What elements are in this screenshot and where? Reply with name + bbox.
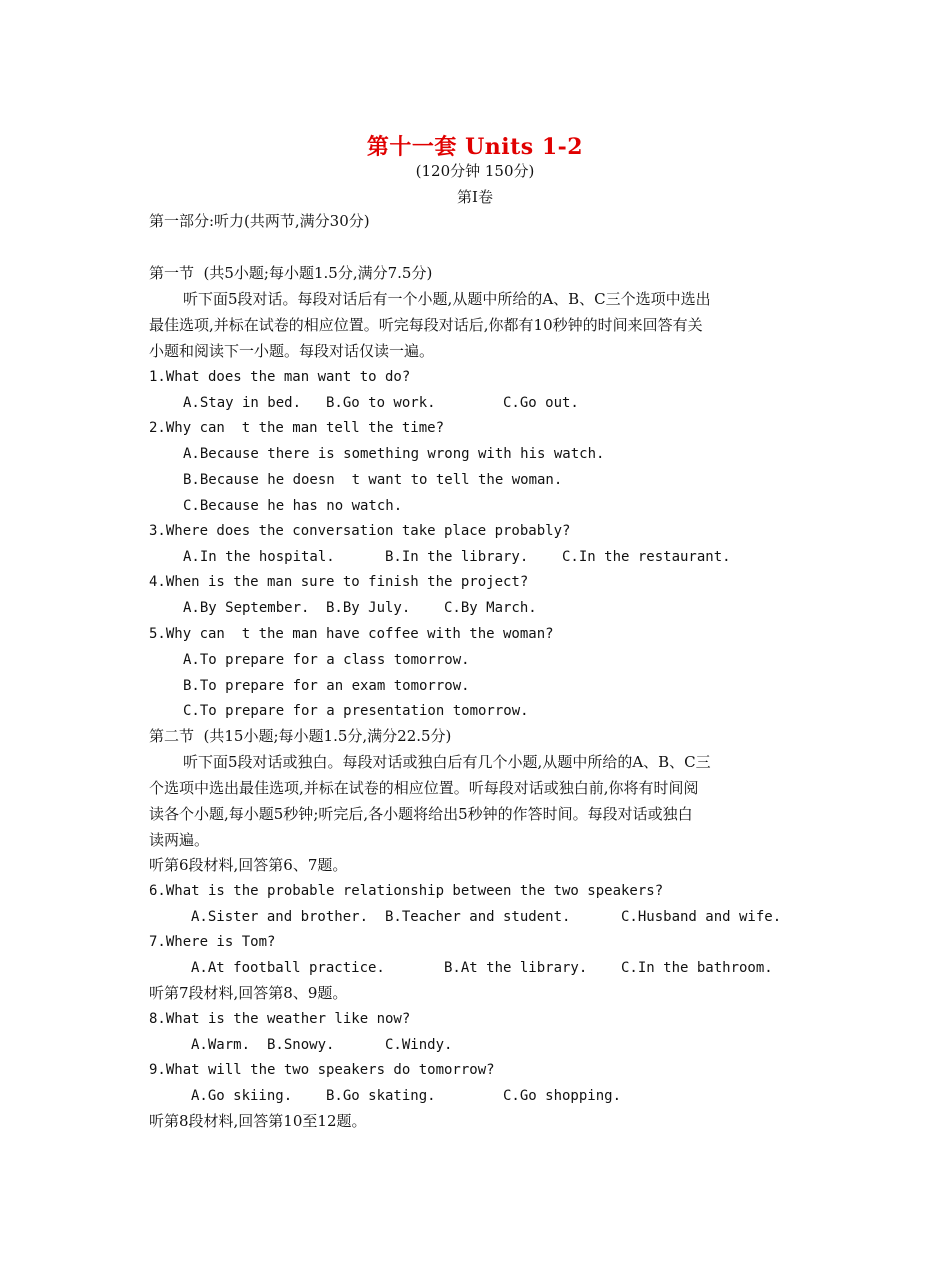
question-8-option-b: B.Snowy. (267, 1037, 335, 1053)
section1-instruction-3: 小题和阅读下一小题。每段对话仅读一遍。 (149, 342, 435, 360)
question-5: 5.Why can t the man have coffee with the woman? (149, 626, 554, 642)
volume-label: 第Ⅰ卷 (457, 188, 493, 206)
question-9-option-c: C.Go shopping. (503, 1088, 622, 1104)
time-score-line: (120分钟 150分) (415, 162, 535, 180)
question-4-option-c: C.By March. (444, 600, 537, 616)
question-6: 6.What is the probable relationship between the two speakers? (149, 883, 664, 899)
section1-instruction-2: 最佳选项,并标在试卷的相应位置。听完每段对话后,你都有10秒钟的时间来回答有关 (149, 316, 703, 334)
section2-instruction-1: 听下面5段对话或独白。每段对话或独白后有几个小题,从题中所给的A、B、C三 (183, 753, 711, 771)
question-2-option-b: B.Because he doesn t want to tell the woman. (183, 472, 563, 488)
question-1: 1.What does the man want to do? (149, 369, 411, 385)
question-1-option-a: A.Stay in bed. (183, 395, 302, 411)
material-8-instruction: 听第8段材料,回答第10至12题。 (149, 1112, 367, 1130)
question-4: 4.When is the man sure to finish the project? (149, 574, 529, 590)
section2-heading: 第二节 (共15小题;每小题1.5分,满分22.5分) (149, 727, 452, 745)
question-6-option-b: B.Teacher and student. (385, 909, 571, 925)
question-6-option-c: C.Husband and wife. (621, 909, 782, 925)
material-6-instruction: 听第6段材料,回答第6、7题。 (149, 856, 348, 874)
question-7-option-c: C.In the bathroom. (621, 960, 773, 976)
section1-heading: 第一节 (共5小题;每小题1.5分,满分7.5分) (149, 264, 433, 282)
question-3: 3.Where does the conversation take place probably? (149, 523, 571, 539)
question-4-option-b: B.By July. (326, 600, 411, 616)
question-1-option-c: C.Go out. (503, 395, 579, 411)
question-5-option-c: C.To prepare for a presentation tomorrow. (183, 703, 529, 719)
question-4-option-a: A.By September. (183, 600, 310, 616)
question-7: 7.Where is Tom? (149, 934, 276, 950)
question-9: 9.What will the two speakers do tomorrow? (149, 1062, 495, 1078)
section2-instruction-3: 读各个小题,每小题5秒钟;听完后,各小题将给出5秒钟的作答时间。每段对话或独白 (149, 805, 693, 823)
question-8-option-c: C.Windy. (385, 1037, 453, 1053)
question-8: 8.What is the weather like now? (149, 1011, 411, 1027)
section1-instruction-1: 听下面5段对话。每段对话后有一个小题,从题中所给的A、B、C三个选项中选出 (183, 290, 711, 308)
question-1-option-b: B.Go to work. (326, 395, 436, 411)
section2-instruction-4: 读两遍。 (149, 831, 210, 849)
question-8-option-a: A.Warm. (191, 1037, 251, 1053)
section2-instruction-2: 个选项中选出最佳选项,并标在试卷的相应位置。听每段对话或独白前,你将有时间阅 (149, 779, 699, 797)
question-2: 2.Why can t the man tell the time? (149, 420, 445, 436)
question-2-option-a: A.Because there is something wrong with his watch. (183, 446, 605, 462)
question-5-option-b: B.To prepare for an exam tomorrow. (183, 678, 470, 694)
question-3-option-b: B.In the library. (385, 549, 529, 565)
question-9-option-b: B.Go skating. (326, 1088, 436, 1104)
question-7-option-a: A.At football practice. (191, 960, 385, 976)
question-2-option-c: C.Because he has no watch. (183, 498, 403, 514)
question-6-option-a: A.Sister and brother. (191, 909, 369, 925)
exam-title: 第十一套 Units 1-2 (366, 134, 584, 160)
question-3-option-a: A.In the hospital. (183, 549, 335, 565)
question-9-option-a: A.Go skiing. (191, 1088, 293, 1104)
question-5-option-a: A.To prepare for a class tomorrow. (183, 652, 470, 668)
material-7-instruction: 听第7段材料,回答第8、9题。 (149, 984, 348, 1002)
question-7-option-b: B.At the library. (444, 960, 588, 976)
question-3-option-c: C.In the restaurant. (562, 549, 731, 565)
part1-heading: 第一部分:听力(共两节,满分30分) (149, 212, 370, 230)
